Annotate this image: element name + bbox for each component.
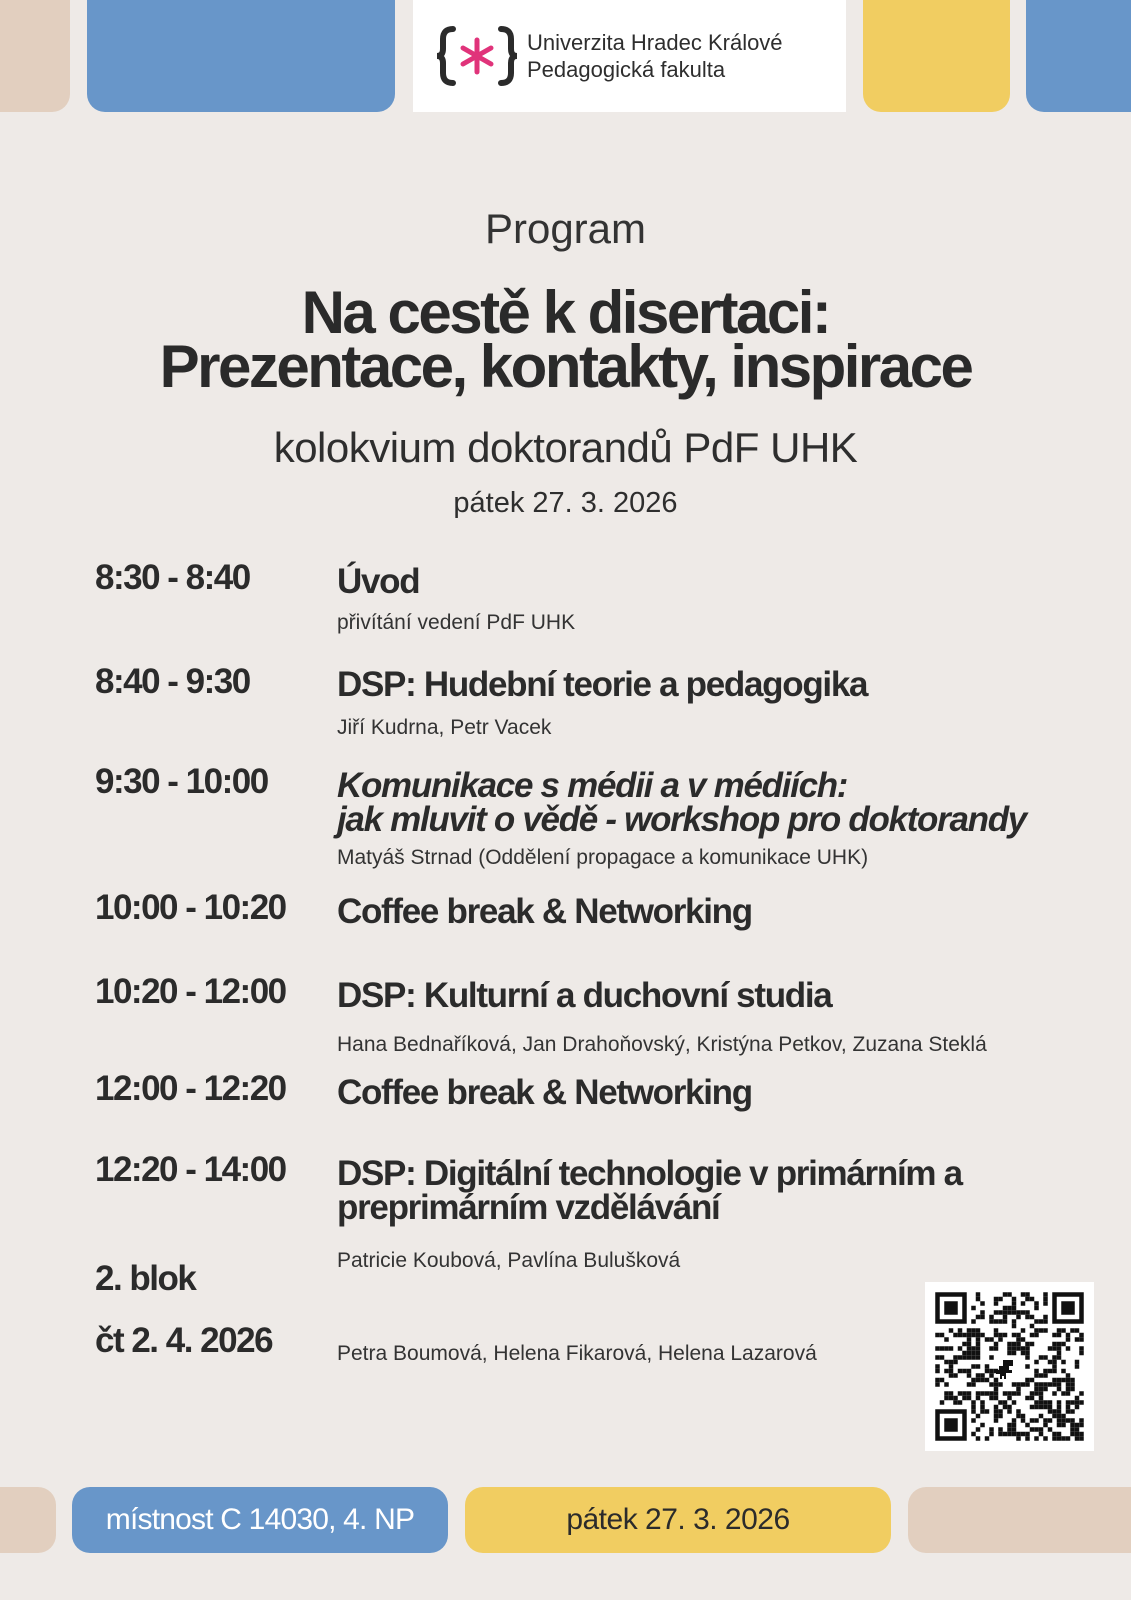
schedule-detail: přivítání vedení PdF UHK <box>337 611 576 634</box>
page-title <box>0 279 1131 400</box>
qr-code-icon <box>925 1282 1094 1451</box>
second-block-detail: Petra Boumová, Helena Fikarová, Helena Lazarová <box>337 1342 817 1365</box>
event-date: pátek 27. 3. 2026 <box>453 487 678 519</box>
schedule-time: 12:20 - 14:00 <box>95 1150 286 1189</box>
program-label: Program <box>484 205 647 252</box>
top-blue-block-right <box>1026 0 1131 112</box>
university-logo <box>413 0 846 112</box>
schedule-time: 12:00 - 12:20 <box>95 1069 286 1108</box>
schedule-detail: Patricie Koubová, Pavlína Bulušková <box>337 1249 681 1272</box>
schedule-time: 8:30 - 8:40 <box>95 558 250 597</box>
schedule-title: Úvod <box>337 562 420 601</box>
schedule-detail: Jiří Kudrna, Petr Vacek <box>337 716 552 739</box>
logo-university-name: Univerzita Hradec Králové <box>527 30 783 55</box>
title-line-1: Na cestě k disertaci: <box>301 279 830 346</box>
schedule-time: 10:20 - 12:00 <box>95 972 286 1011</box>
second-block-date: čt 2. 4. 2026 <box>95 1321 273 1360</box>
schedule-title: Coffee break & Networking <box>337 1073 752 1112</box>
schedule-title: Coffee break & Networking <box>337 892 752 931</box>
schedule-time: 8:40 - 9:30 <box>95 662 250 701</box>
qr-code[interactable] <box>925 1282 1094 1451</box>
schedule-title-line-2: jak mluvit o vědě - workshop pro doktorandy <box>337 800 1026 839</box>
schedule-time: 9:30 - 10:00 <box>95 762 268 801</box>
top-beige-block <box>0 0 70 112</box>
top-yellow-block <box>863 0 1010 112</box>
bottom-beige-block-right <box>908 1487 1131 1553</box>
schedule-title-line-1: Komunikace s médii a v médiích: <box>337 766 848 805</box>
schedule-title: DSP: Hudební teorie a pedagogika <box>337 665 868 704</box>
second-block-label: 2. blok <box>95 1259 196 1298</box>
logo-faculty-name: Pedagogická fakulta <box>527 57 726 82</box>
title-line-2: Prezentace, kontakty, inspirace <box>159 333 972 400</box>
schedule-title-line-2: preprimárním vzdělávání <box>337 1188 720 1227</box>
top-blue-block <box>87 0 395 112</box>
schedule-title: DSP: Kulturní a duchovní studia <box>337 976 832 1015</box>
bottom-beige-block <box>0 1487 56 1553</box>
schedule-title-line-1: DSP: Digitální technologie v primárním a <box>337 1154 962 1193</box>
schedule-time: 10:00 - 10:20 <box>95 888 286 927</box>
date-badge: pátek 27. 3. 2026 <box>465 1487 891 1553</box>
schedule-detail: Hana Bednaříková, Jan Drahoňovský, Kristýna Petkov, Zuzana Steklá <box>337 1033 987 1056</box>
event-subtitle: kolokvium doktorandů PdF UHK <box>273 424 858 471</box>
asterisk-in-braces-icon <box>437 21 517 91</box>
schedule-detail: Matyáš Strnad (Oddělení propagace a komunikace UHK) <box>337 846 869 869</box>
room-badge: místnost C 14030, 4. NP <box>72 1487 448 1553</box>
